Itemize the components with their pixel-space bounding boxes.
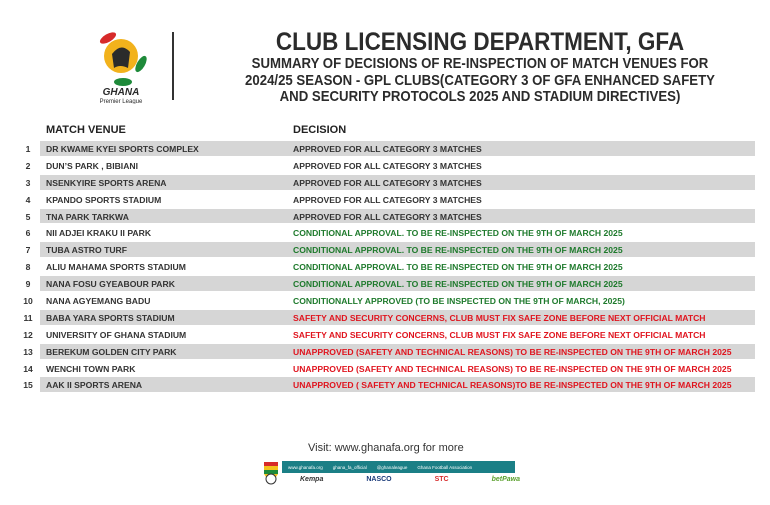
table-row (0, 224, 770, 241)
table-row (0, 292, 770, 309)
header-divider (172, 32, 174, 100)
row-number: 12 (23, 329, 33, 340)
page-title: CLUB LICENSING DEPARTMENT, GFA (275, 28, 685, 56)
row-number: 5 (25, 211, 31, 222)
decision-text: CONDITIONAL APPROVAL. TO BE RE-INSPECTED ON THE 9TH OF MARCH 2025 (293, 262, 623, 273)
row-number: 11 (23, 312, 33, 323)
table-row (0, 275, 770, 292)
table-row (0, 157, 770, 174)
row-number: 4 (25, 194, 31, 205)
venue-name: NSENKYIRE SPORTS ARENA (46, 177, 167, 188)
decision-text: APPROVED FOR ALL CATEGORY 3 MATCHES (293, 177, 482, 188)
svg-text:Premier League: Premier League (99, 99, 143, 104)
sponsor-logos (300, 476, 520, 483)
table-row (0, 174, 770, 191)
row-number: 7 (25, 245, 31, 256)
venue-name: BEREKUM GOLDEN CITY PARK (46, 346, 177, 357)
table-row (0, 376, 770, 393)
decision-text: CONDITIONAL APPROVAL. TO BE RE-INSPECTED ON THE 9TH OF MARCH 2025 (293, 228, 623, 239)
svg-text:GHANA: GHANA (102, 87, 140, 98)
venue-name: KPANDO SPORTS STADIUM (46, 194, 162, 205)
decision-text: SAFETY AND SECURITY CONCERNS, CLUB MUST FIX SAFE ZONE BEFORE NEXT OFFICIAL MATCH (293, 312, 706, 323)
venue-table (0, 140, 770, 393)
row-number: 15 (23, 380, 33, 391)
table-row (0, 208, 770, 225)
venue-name: NANA FOSU GYEABOUR PARK (46, 279, 175, 290)
social-link[interactable]: Ghana Football Association (417, 464, 473, 470)
venue-name: DR KWAME KYEI SPORTS COMPLEX (46, 144, 199, 154)
venue-name: BABA YARA SPORTS STADIUM (46, 312, 175, 323)
decision-text: UNAPPROVED (SAFETY AND TECHNICAL REASONS) TO BE RE-INSPECTED ON THE 9TH OF MARCH 2025 (293, 346, 732, 357)
subtitle-line: 2024/25 SEASON - GPL CLUBS(CATEGORY 3 OF GFA ENHANCED SAFETY (245, 71, 715, 89)
sponsor-logo: STC (434, 476, 449, 483)
social-link[interactable]: ghana_fa_official (332, 464, 367, 470)
decision-text: CONDITIONALLY APPROVED (TO BE INSPECTED ON THE 9TH OF MARCH, 2025) (293, 296, 625, 307)
table-row (0, 309, 770, 326)
row-number: 14 (23, 363, 33, 374)
decision-text: UNAPPROVED ( SAFETY AND TECHNICAL REASONS)TO BE RE-INSPECTED ON THE 9TH OF MARCH 2025 (293, 380, 732, 391)
visit-website-text: Visit: www.ghanafa.org for more (308, 442, 464, 454)
gfa-crest-icon (261, 460, 281, 486)
row-number: 3 (25, 177, 31, 188)
decision-text: CONDITIONAL APPROVAL. TO BE RE-INSPECTED ON THE 9TH OF MARCH 2025 (293, 279, 623, 290)
table-row (0, 241, 770, 258)
row-number: 6 (25, 228, 31, 239)
decision-text: APPROVED FOR ALL CATEGORY 3 MATCHES (293, 144, 482, 154)
sponsor-logo: betPawa (491, 476, 520, 483)
venue-name: NANA AGYEMANG BADU (46, 296, 151, 307)
social-link[interactable]: @ghanaleague (376, 464, 408, 470)
decision-text: APPROVED FOR ALL CATEGORY 3 MATCHES (293, 160, 482, 171)
table-row (0, 191, 770, 208)
decision-text: SAFETY AND SECURITY CONCERNS, CLUB MUST FIX SAFE ZONE BEFORE NEXT OFFICIAL MATCH (293, 329, 706, 340)
venue-name: DUN’S PARK , BIBIANI (46, 160, 138, 171)
decision-text: CONDITIONAL APPROVAL. TO BE RE-INSPECTED ON THE 9TH OF MARCH 2025 (293, 245, 623, 256)
social-link[interactable]: www.ghanafa.org (288, 464, 323, 470)
subtitle-line: AND SECURITY PROTOCOLS 2025 AND STADIUM DIRECTIVES) (279, 88, 681, 105)
decision-text: APPROVED FOR ALL CATEGORY 3 MATCHES (293, 194, 482, 205)
venue-name: TNA PARK TARKWA (46, 211, 129, 222)
venue-name: NII ADJEI KRAKU II PARK (46, 228, 152, 239)
venue-name: UNIVERSITY OF GHANA STADIUM (46, 329, 187, 340)
venue-name: WENCHI TOWN PARK (46, 363, 136, 374)
table-row (0, 343, 770, 360)
row-number: 1 (25, 144, 31, 154)
decision-column-header: DECISION (293, 124, 347, 136)
row-number: 8 (25, 262, 31, 273)
sponsor-logo: Kempa (300, 476, 324, 483)
decision-text: UNAPPROVED (SAFETY AND TECHNICAL REASONS) TO BE RE-INSPECTED ON THE 9TH OF MARCH 2025 (293, 363, 732, 374)
ghana-premier-league-logo (88, 24, 158, 104)
venue-column-header: MATCH VENUE (46, 124, 126, 136)
social-links-bar (282, 461, 515, 473)
row-number: 9 (25, 279, 31, 290)
row-number: 10 (23, 296, 33, 307)
sponsor-logo: NASCO (366, 476, 392, 483)
venue-name: AAK II SPORTS ARENA (46, 380, 143, 391)
row-number: 2 (25, 160, 31, 171)
venue-name: ALIU MAHAMA SPORTS STADIUM (46, 262, 186, 273)
table-row (0, 258, 770, 275)
row-number: 13 (23, 346, 33, 357)
table-row (0, 326, 770, 343)
page-subtitle (216, 56, 744, 106)
venue-name: TUBA ASTRO TURF (46, 245, 127, 256)
table-row (0, 140, 770, 157)
decision-text: APPROVED FOR ALL CATEGORY 3 MATCHES (293, 211, 482, 222)
subtitle-line: SUMMARY OF DECISIONS OF RE-INSPECTION OF MATCH VENUES FOR (251, 55, 709, 72)
table-row (0, 360, 770, 377)
